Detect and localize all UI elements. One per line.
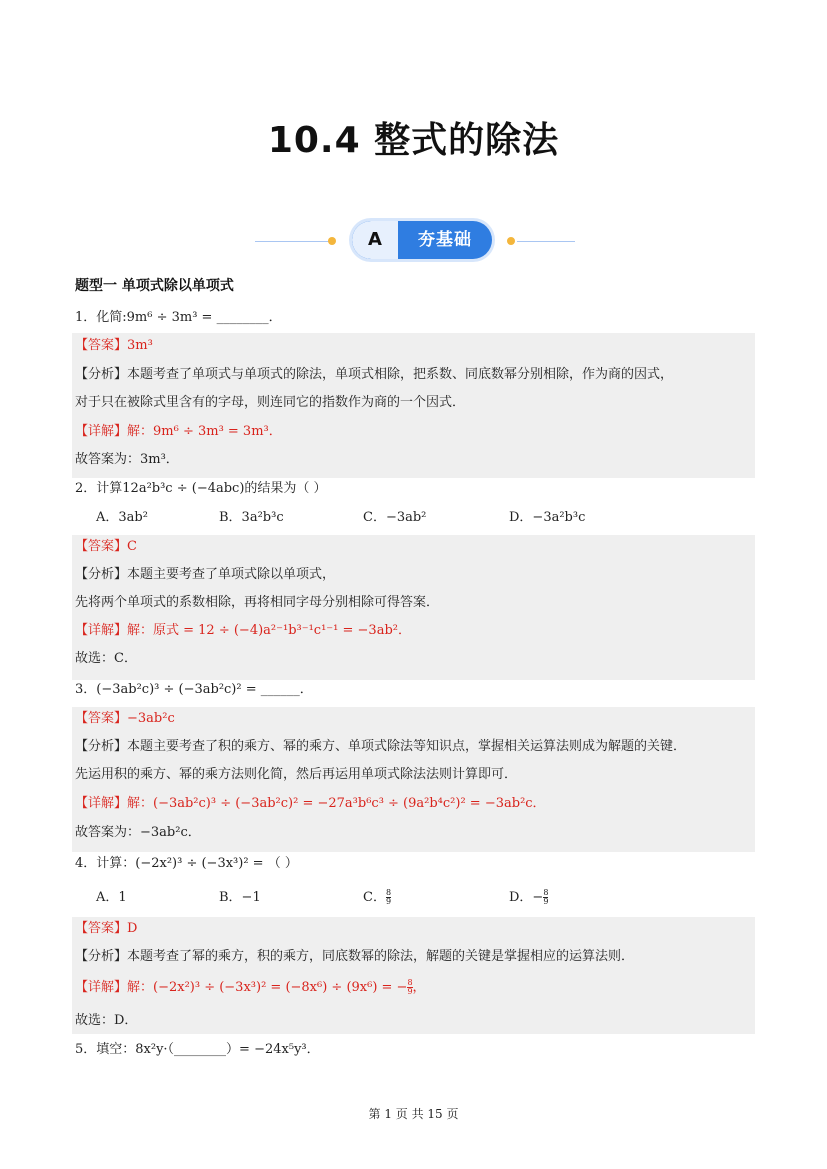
q4-conclusion: 故选：D． (75, 1013, 138, 1028)
section-banner (255, 221, 575, 261)
q4-option-c (363, 889, 391, 907)
page-title: 10.4 整式的除法 (267, 120, 560, 161)
q1-stem: 1．化简:9m⁶ ÷ 3m³ = ________． (75, 310, 282, 325)
q3-detail: 【详解】解：(−3ab²c)³ ÷ (−3ab²c)² = −27a³b⁶c³ ÷ (9a²b⁴c²)² = −3ab²c． (75, 796, 546, 811)
q2-option-a: A．3ab² (96, 510, 148, 525)
q4-detail-end: ， (412, 980, 426, 995)
q2-conclusion: 故选：C． (75, 651, 137, 666)
q4-option-c-label: C． (363, 890, 386, 905)
q4-stem: 4．计算：(−2x²)³ ÷ (−3x³)² = （ ） (75, 856, 298, 871)
q2-detail: 【详解】解：原式 = 12 ÷ (−4)a²⁻¹b³⁻¹c¹⁻¹ = −3ab²． (75, 623, 411, 638)
q4-option-d-denominator: 9 (543, 897, 549, 906)
banner-letter: A (352, 221, 398, 259)
q1-analysis-line2: 对于只在被除式里含有的字母，则连同它的指数作为商的一个因式． (75, 395, 466, 410)
q4-option-d-label: D．− (509, 890, 544, 905)
q4-option-d (509, 889, 548, 907)
q3-analysis-line2: 先运用积的乘方、幂的乘方法则化简，然后再运用单项式除法法则计算即可． (75, 767, 518, 782)
banner-right-dot (507, 237, 515, 245)
banner-right-line (517, 241, 575, 242)
q4-answer-box (72, 917, 755, 1034)
q4-option-b: B．−1 (219, 890, 261, 905)
q1-detail: 【详解】解：9m⁶ ÷ 3m³ = 3m³． (75, 424, 282, 439)
q4-detail (75, 979, 426, 997)
banner-left-dot (328, 237, 336, 245)
q4-detail-numerator: 8 (407, 978, 413, 987)
q2-option-c: C．−3ab² (363, 510, 427, 525)
q1-answer: 【答案】3m³ (75, 338, 153, 353)
q2-answer: 【答案】C (75, 539, 137, 554)
q1-conclusion: 故答案为：3m³． (75, 452, 179, 467)
q2-analysis-line2: 先将两个单项式的系数相除，再将相同字母分别相除可得答案． (75, 595, 440, 610)
q3-conclusion: 故答案为：−3ab²c． (75, 825, 201, 840)
q4-answer: 【答案】D (75, 921, 138, 936)
q4-analysis: 【分析】本题考查了幂的乘方，积的乘方，同底数幂的除法，解题的关键是掌握相应的运算法则． (75, 949, 635, 964)
q1-analysis-line1: 【分析】本题考查了单项式与单项式的除法，单项式相除，把系数、同底数幂分别相除，作为商的因式， (75, 367, 674, 382)
q3-stem: 3．(−3ab²c)³ ÷ (−3ab²c)² = ______． (75, 682, 313, 697)
banner-pill (352, 221, 492, 259)
q2-option-b: B．3a²b³c (219, 510, 284, 525)
banner-label: 夯基础 (418, 230, 472, 250)
q2-option-d: D．−3a²b³c (509, 510, 586, 525)
q4-option-a: A．1 (96, 890, 127, 905)
q3-answer: 【答案】−3ab²c (75, 711, 175, 726)
q4-option-c-numerator: 8 (385, 888, 392, 897)
banner-left-line (255, 241, 330, 242)
q4-detail-text: 【详解】解：(−2x²)³ ÷ (−3x³)² = (−8x⁶) ÷ (9x⁶) = − (75, 980, 408, 995)
q4-option-c-fraction (386, 889, 391, 906)
q5-stem: 5．填空：8x²y·（________）= −24x⁵y³． (75, 1042, 320, 1057)
page-footer: 第 1 页 共 15 页 (368, 1107, 459, 1121)
q4-option-d-fraction (543, 889, 548, 906)
section-heading: 题型一 单项式除以单项式 (75, 278, 234, 294)
q3-analysis-line1: 【分析】本题主要考查了积的乘方、幂的乘方、单项式除法等知识点，掌握相关运算法则成为解题的关键． (75, 739, 687, 754)
q2-stem: 2．计算12a²b³c ÷ (−4abc)的结果为（ ） (75, 481, 327, 496)
q4-detail-denominator: 9 (407, 987, 413, 996)
q4-option-d-numerator: 8 (543, 888, 549, 897)
q2-analysis-line1: 【分析】本题主要考查了单项式除以单项式， (75, 567, 336, 582)
q4-option-c-denominator: 9 (385, 897, 392, 906)
